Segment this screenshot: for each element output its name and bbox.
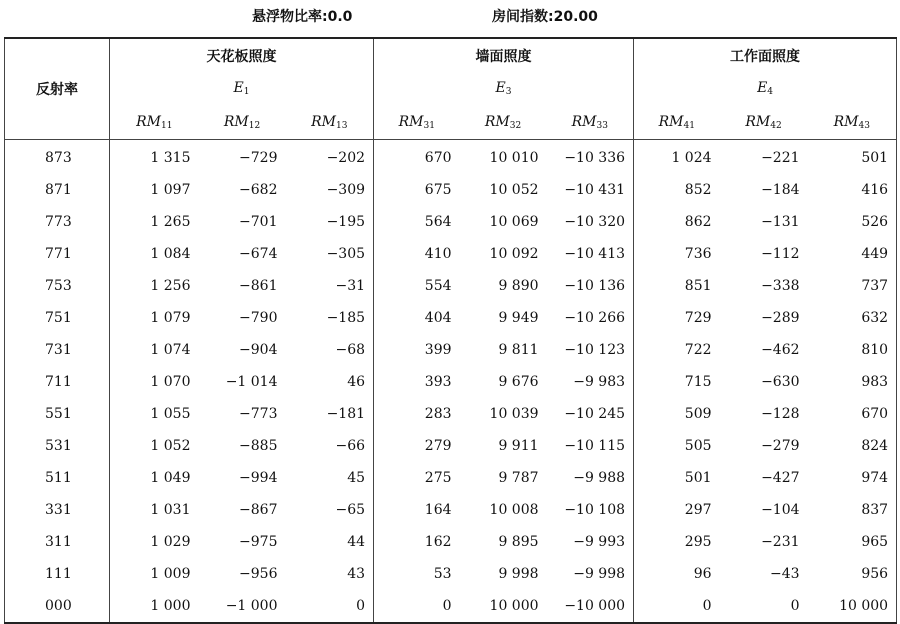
value-cell: 1 031 xyxy=(150,502,191,518)
column-header: $RM_{41}$ xyxy=(634,105,720,140)
column-header: $RM_{13}$ xyxy=(286,105,374,140)
value-cell: −975 xyxy=(239,534,278,550)
value-cell: 983 xyxy=(861,374,889,390)
value-cell: −861 xyxy=(239,278,278,294)
column-header: $RM_{33}$ xyxy=(547,105,634,140)
value-cell: −289 xyxy=(761,310,800,326)
table-row xyxy=(5,140,897,175)
value-cell: 824 xyxy=(861,438,889,454)
value-cell: −1 000 xyxy=(225,598,278,614)
reflectance-cell: 511 xyxy=(5,462,110,494)
value-cell: −10 266 xyxy=(564,310,626,326)
value-cell: 404 xyxy=(374,302,460,334)
reflectance-cell: 731 xyxy=(5,334,110,366)
value-cell: 10 092 xyxy=(489,246,539,262)
value-cell: −65 xyxy=(335,502,366,518)
value-cell: −701 xyxy=(239,214,278,230)
table-row xyxy=(5,206,897,238)
value-cell: −10 000 xyxy=(564,598,626,614)
column-header: $RM_{42}$ xyxy=(720,105,808,140)
value-cell: 965 xyxy=(861,534,889,550)
value-cell: −682 xyxy=(239,182,278,198)
reflectance-cell: 753 xyxy=(5,270,110,302)
value-cell: 722 xyxy=(634,334,720,366)
value-cell: 10 000 xyxy=(489,598,539,614)
value-cell: −309 xyxy=(326,182,366,198)
value-cell: −630 xyxy=(761,374,800,390)
value-cell: −885 xyxy=(239,438,278,454)
value-cell: 10 008 xyxy=(489,502,539,518)
value-cell: 10 000 xyxy=(839,598,889,614)
workplane-symbol: $E_4$ xyxy=(634,72,897,105)
column-header: $RM_{32}$ xyxy=(460,105,547,140)
value-cell: 43 xyxy=(347,566,366,582)
table-body xyxy=(5,140,897,624)
value-cell: 1 070 xyxy=(150,374,191,390)
value-cell: 1 079 xyxy=(150,310,191,326)
value-cell: 1 084 xyxy=(150,246,191,262)
value-cell: 1 097 xyxy=(150,182,191,198)
value-cell: −128 xyxy=(761,406,800,422)
value-cell: 46 xyxy=(347,374,366,390)
value-cell: −10 123 xyxy=(564,342,626,358)
value-cell: −112 xyxy=(761,246,800,262)
workplane-group-title: 工作面照度 xyxy=(634,38,897,72)
value-cell: 1 055 xyxy=(150,406,191,422)
value-cell: 44 xyxy=(347,534,366,550)
value-cell: 164 xyxy=(374,494,460,526)
value-cell: 505 xyxy=(634,430,720,462)
value-cell: −9 998 xyxy=(573,566,626,582)
value-cell: 10 039 xyxy=(489,406,539,422)
table-row xyxy=(5,590,897,623)
reflectance-cell: 531 xyxy=(5,430,110,462)
reflectance-header: 反射率 xyxy=(5,38,110,140)
value-cell: −305 xyxy=(326,246,366,262)
value-cell: 9 895 xyxy=(498,534,539,550)
value-cell: −104 xyxy=(761,502,800,518)
suspension-ratio: 悬浮物比率:0.0 xyxy=(252,9,353,25)
value-cell: −9 988 xyxy=(573,470,626,486)
value-cell: −867 xyxy=(239,502,278,518)
value-cell: 670 xyxy=(861,406,889,422)
value-cell: −462 xyxy=(761,342,800,358)
reflectance-cell: 751 xyxy=(5,302,110,334)
value-cell: 10 052 xyxy=(489,182,539,198)
column-header: $RM_{11}$ xyxy=(110,105,199,140)
value-cell: −9 993 xyxy=(573,534,626,550)
reflectance-cell: 871 xyxy=(5,174,110,206)
value-cell: 736 xyxy=(634,238,720,270)
reflectance-cell: 773 xyxy=(5,206,110,238)
table-row xyxy=(5,302,897,334)
value-cell: −10 108 xyxy=(564,502,626,518)
value-cell: −10 115 xyxy=(564,438,626,454)
value-cell: 1 000 xyxy=(150,598,191,614)
value-cell: 1 265 xyxy=(150,214,191,230)
coefficient-table xyxy=(4,37,897,624)
table-row xyxy=(5,366,897,398)
value-cell: −181 xyxy=(326,406,366,422)
value-cell: 564 xyxy=(374,206,460,238)
value-cell: 9 998 xyxy=(498,566,539,582)
value-cell: −131 xyxy=(761,214,800,230)
value-cell: −790 xyxy=(239,310,278,326)
table-row xyxy=(5,174,897,206)
value-cell: −31 xyxy=(335,278,366,294)
value-cell: 675 xyxy=(374,174,460,206)
value-cell: −185 xyxy=(326,310,366,326)
value-cell: 670 xyxy=(374,140,460,175)
value-cell: 715 xyxy=(634,366,720,398)
reflectance-cell: 711 xyxy=(5,366,110,398)
value-cell: −956 xyxy=(239,566,278,582)
value-cell: −68 xyxy=(335,342,366,358)
value-cell: 0 xyxy=(634,590,720,623)
ceiling-symbol: $E_1$ xyxy=(233,80,250,97)
value-cell: −773 xyxy=(239,406,278,422)
reflectance-cell: 000 xyxy=(5,590,110,623)
value-cell: −43 xyxy=(769,566,800,582)
wall-group-title: 墙面照度 xyxy=(374,38,634,72)
value-cell: −427 xyxy=(761,470,800,486)
value-cell: 162 xyxy=(374,526,460,558)
column-header: $RM_{12}$ xyxy=(199,105,286,140)
value-cell: 0 xyxy=(356,598,366,614)
value-cell: −195 xyxy=(326,214,366,230)
value-cell: −231 xyxy=(761,534,800,550)
value-cell: 1 256 xyxy=(150,278,191,294)
value-cell: 9 676 xyxy=(498,374,539,390)
value-cell: 399 xyxy=(374,334,460,366)
value-cell: 393 xyxy=(374,366,460,398)
value-cell: 862 xyxy=(634,206,720,238)
reflectance-cell: 311 xyxy=(5,526,110,558)
table-row xyxy=(5,430,897,462)
reflectance-cell: 771 xyxy=(5,238,110,270)
value-cell: 9 911 xyxy=(498,438,539,454)
value-cell: −10 336 xyxy=(564,150,626,166)
value-cell: 9 811 xyxy=(498,342,539,358)
value-cell: 509 xyxy=(634,398,720,430)
value-cell: 449 xyxy=(861,246,889,262)
value-cell: 1 049 xyxy=(150,470,191,486)
value-cell: −994 xyxy=(239,470,278,486)
table-row xyxy=(5,238,897,270)
ceiling-group-title: 天花板照度 xyxy=(206,48,277,65)
value-cell: 0 xyxy=(790,598,800,614)
value-cell: 96 xyxy=(634,558,720,590)
value-cell: 737 xyxy=(861,278,889,294)
value-cell: 1 052 xyxy=(150,438,191,454)
value-cell: 729 xyxy=(634,302,720,334)
value-cell: 9 787 xyxy=(498,470,539,486)
reflectance-cell: 873 xyxy=(5,140,110,175)
room-index: 房间指数:20.00 xyxy=(492,9,598,25)
table-row xyxy=(5,526,897,558)
value-cell: −184 xyxy=(761,182,800,198)
value-cell: 0 xyxy=(374,590,460,623)
value-cell: −729 xyxy=(239,150,278,166)
value-cell: −66 xyxy=(335,438,366,454)
value-cell: 10 010 xyxy=(489,150,539,166)
table-caption xyxy=(0,4,900,26)
value-cell: 10 069 xyxy=(489,214,539,230)
value-cell: 974 xyxy=(861,470,889,486)
value-cell: 1 024 xyxy=(634,140,720,175)
value-cell: 53 xyxy=(374,558,460,590)
table-row xyxy=(5,334,897,366)
value-cell: 501 xyxy=(634,462,720,494)
value-cell: 410 xyxy=(374,238,460,270)
value-cell: 275 xyxy=(374,462,460,494)
value-cell: −10 136 xyxy=(564,278,626,294)
value-cell: 837 xyxy=(861,502,889,518)
value-cell: −279 xyxy=(761,438,800,454)
value-cell: −221 xyxy=(761,150,800,166)
value-cell: 852 xyxy=(634,174,720,206)
value-cell: −9 983 xyxy=(573,374,626,390)
table-row xyxy=(5,558,897,590)
value-cell: 1 029 xyxy=(150,534,191,550)
value-cell: −904 xyxy=(239,342,278,358)
table-row xyxy=(5,398,897,430)
column-header: $RM_{31}$ xyxy=(374,105,460,140)
value-cell: 526 xyxy=(861,214,889,230)
value-cell: 45 xyxy=(347,470,366,486)
value-cell: 9 949 xyxy=(498,310,539,326)
value-cell: −10 413 xyxy=(564,246,626,262)
reflectance-cell: 551 xyxy=(5,398,110,430)
value-cell: 295 xyxy=(634,526,720,558)
table-row xyxy=(5,270,897,302)
value-cell: −10 245 xyxy=(564,406,626,422)
column-header: $RM_{43}$ xyxy=(808,105,897,140)
value-cell: 297 xyxy=(634,494,720,526)
value-cell: 1 074 xyxy=(150,342,191,358)
value-cell: 851 xyxy=(634,270,720,302)
value-cell: 810 xyxy=(861,342,889,358)
value-cell: 9 890 xyxy=(498,278,539,294)
table-row xyxy=(5,494,897,526)
value-cell: −202 xyxy=(326,150,366,166)
value-cell: 416 xyxy=(861,182,889,198)
reflectance-cell: 331 xyxy=(5,494,110,526)
value-cell: 279 xyxy=(374,430,460,462)
value-cell: −10 431 xyxy=(564,182,626,198)
value-cell: 956 xyxy=(861,566,889,582)
reflectance-cell: 111 xyxy=(5,558,110,590)
table-row xyxy=(5,462,897,494)
value-cell: 501 xyxy=(861,150,889,166)
value-cell: 283 xyxy=(374,398,460,430)
value-cell: 554 xyxy=(374,270,460,302)
wall-symbol: $E_3$ xyxy=(374,72,634,105)
value-cell: −674 xyxy=(239,246,278,262)
value-cell: 1 315 xyxy=(150,150,191,166)
value-cell: −338 xyxy=(761,278,800,294)
value-cell: 632 xyxy=(861,310,889,326)
value-cell: −1 014 xyxy=(225,374,278,390)
value-cell: 1 009 xyxy=(150,566,191,582)
value-cell: −10 320 xyxy=(564,214,626,230)
